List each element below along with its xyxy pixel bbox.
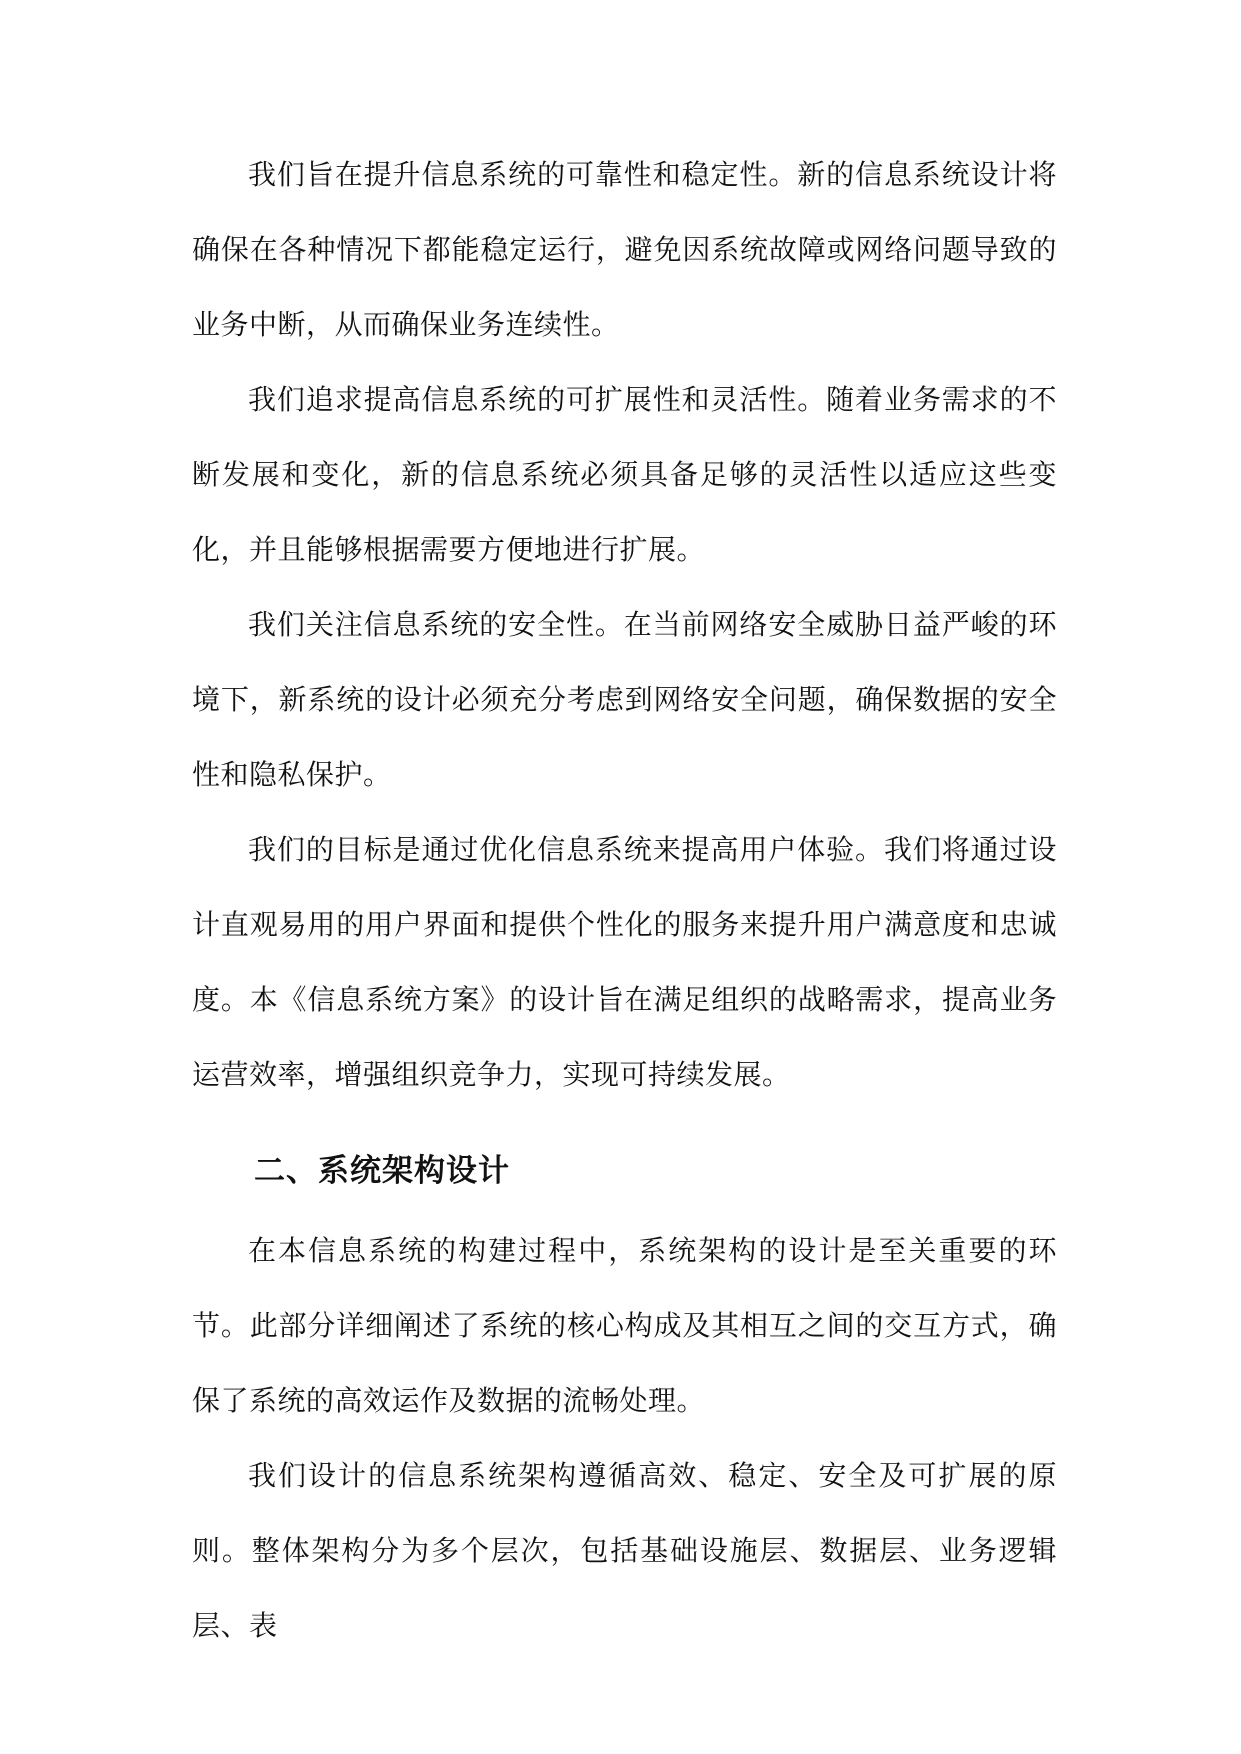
section-heading: 二、系统架构设计 [254,1153,510,1189]
paragraph-reliability: 我们旨在提升信息系统的可靠性和稳定性。新的信息系统设计将确保在各种情况下都能稳定运行，避免因系统故障或网络问题导致的业务中断，从而确保业务连续性。 [192,158,1057,341]
paragraph-scalability: 我们追求提高信息系统的可扩展性和灵活性。随着业务需求的不断发展和变化，新的信息系统必须具备足够的灵活性以适应这些变化，并且能够根据需要方便地进行扩展。 [192,383,1057,566]
document-body [192,137,1057,1663]
paragraph-architecture-intro: 在本信息系统的构建过程中，系统架构的设计是至关重要的环节。此部分详细阐述了系统的核心构成及其相互之间的交互方式，确保了系统的高效运作及数据的流畅处理。 [192,1234,1057,1417]
paragraph-security: 我们关注信息系统的安全性。在当前网络安全威胁日益严峻的环境下，新系统的设计必须充分考虑到网络安全问题，确保数据的安全性和隐私保护。 [192,608,1057,791]
paragraph-user-experience: 我们的目标是通过优化信息系统来提高用户体验。我们将通过设计直观易用的用户界面和提供个性化的服务来提升用户满意度和忠诚度。本《信息系统方案》的设计旨在满足组织的战略需求，提高业务运营效率，增强组织竞争力，实现可持续发展。 [192,833,1057,1091]
paragraph-architecture-principles: 我们设计的信息系统架构遵循高效、稳定、安全及可扩展的原则。整体架构分为多个层次，包括基础设施层、数据层、业务逻辑层、表 [192,1459,1057,1642]
